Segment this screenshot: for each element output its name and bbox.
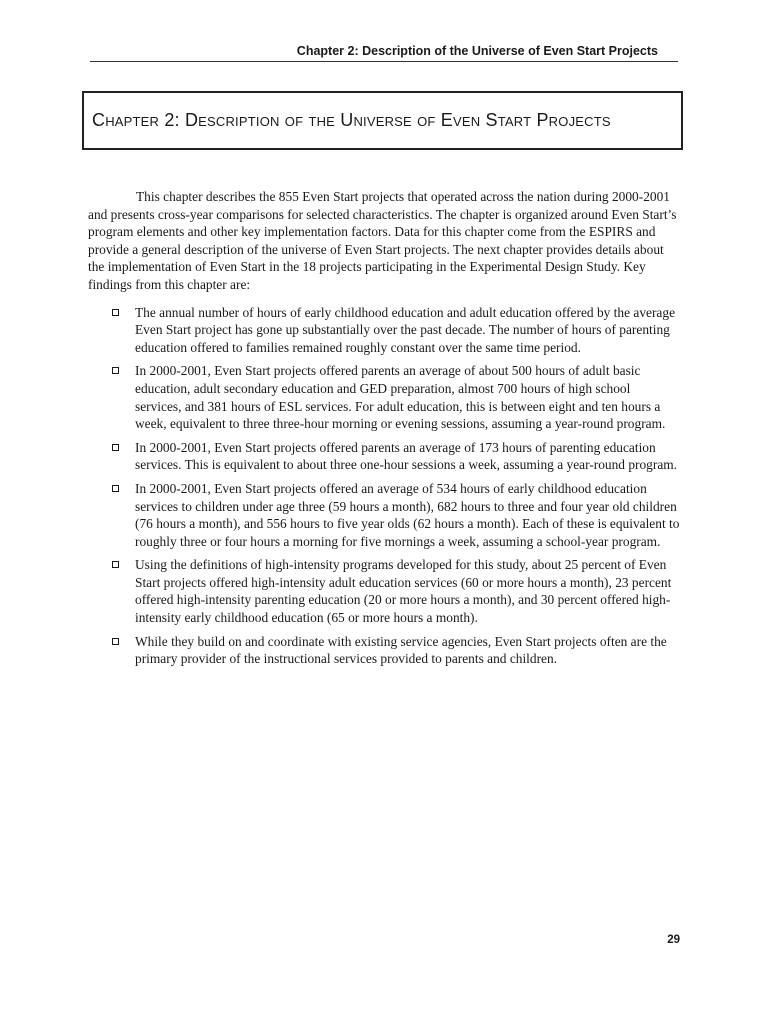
finding-text: While they build on and coordinate with existing service agencies, Even Start projects often are the primary provider of the instructional services provided to parents and children. bbox=[135, 633, 667, 667]
finding-text: In 2000-2001, Even Start projects offered parents an average of about 500 hours of adult basic education, adult secondary education and GED preparation, almost 700 hours of high school services, and 381 hours of ESL services. For adult education, this is between eight and ten hours a week, equivalent to three three-hour morning or evening sessions, assuming a year-round program. bbox=[135, 363, 666, 432]
square-bullet-icon bbox=[112, 444, 119, 451]
square-bullet-icon bbox=[112, 638, 119, 645]
chapter-title-box bbox=[82, 91, 683, 150]
body-text bbox=[88, 188, 680, 674]
square-bullet-icon bbox=[112, 367, 119, 374]
finding-text: In 2000-2001, Even Start projects offered an average of 534 hours of early childhood education services to children under age three (59 hours a month), 682 hours to three and four year old children (76 hours a month), and 556 hours to five year olds (62 hours a month). Each of these is equivalent to roughly three or four hours a morning for five mornings a week, assuming a school-year program. bbox=[135, 480, 680, 549]
list-item bbox=[88, 362, 680, 432]
list-item bbox=[88, 304, 680, 357]
list-item bbox=[88, 480, 680, 550]
chapter-title: Chapter 2: Description of the Universe of Even Start Projects bbox=[92, 110, 611, 130]
header-rule bbox=[90, 61, 678, 62]
square-bullet-icon bbox=[112, 485, 119, 492]
running-header: Chapter 2: Description of the Universe of Even Start Projects bbox=[296, 44, 658, 58]
finding-text: In 2000-2001, Even Start projects offered parents an average of 173 hours of parenting education services. This is equivalent to about three one-hour sessions a week, assuming a year-round program. bbox=[135, 439, 678, 473]
square-bullet-icon bbox=[112, 561, 119, 568]
list-item bbox=[88, 556, 680, 626]
list-item bbox=[88, 633, 680, 668]
finding-text: Using the definitions of high-intensity programs developed for this study, about 25 percent of Even Start projects offered high-intensity adult education services (60 or more hours a month), 23 percent offered high-intensity parenting education (20 or more hours a month), and 30 percent offered high-intensity early childhood education (65 or more hours a month). bbox=[135, 557, 672, 626]
key-findings-list bbox=[88, 304, 680, 668]
square-bullet-icon bbox=[112, 309, 119, 316]
intro-paragraph: This chapter describes the 855 Even Start projects that operated across the nation during 2000-2001 and presents cross-year comparisons for selected characteristics. The chapter is organized around Even Start’s program elements and other key implementation factors. Data for this chapter come from the ESPIRS and provide a general description of the universe of Even Start projects. The next chapter provides details about the implementation of Even Start in the 18 projects participating in the Experimental Design Study. Key findings from this chapter are: bbox=[88, 189, 677, 292]
finding-text: The annual number of hours of early childhood education and adult education offered by the average Even Start project has gone up substantially over the past decade. The number of hours of parenting education offered to families remained roughly constant over the same time period. bbox=[135, 304, 676, 355]
page-number: 29 bbox=[667, 934, 680, 946]
list-item bbox=[88, 439, 680, 474]
